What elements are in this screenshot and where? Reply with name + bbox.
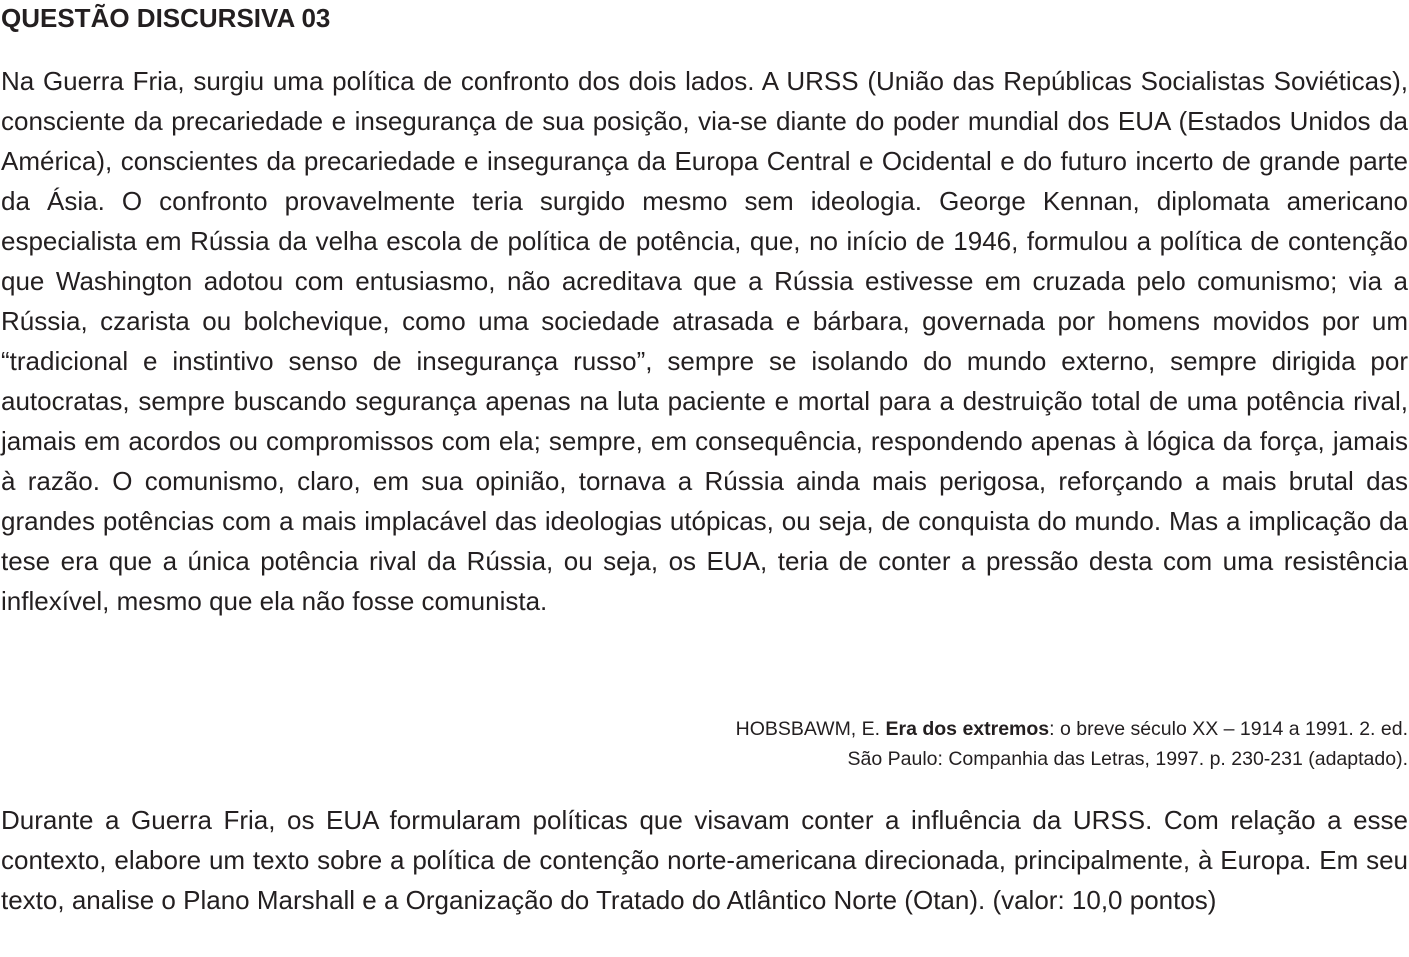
question-title: QUESTÃO DISCURSIVA 03	[1, 3, 331, 33]
reading-passage: Na Guerra Fria, surgiu uma política de confronto dos dois lados. A URSS (União das Repúblicas Socialistas Soviéticas), consciente da precariedade e insegurança de sua posição, via-se diante do poder mundial dos EUA (Estados Unidos da América), conscientes da precariedade e insegurança da Europa Central e Ocidental e do futuro incerto de grande parte da Ásia. O confronto provavelmente teria surgido mesmo sem ideologia. George Kennan, diplomata americano especialista em Rússia da velha escola de política de potência, que, no início de 1946, formulou a política de contenção que Washington adotou com entusiasmo, não acreditava que a Rússia estivesse em cruzada pelo comunismo; via a Rússia, czarista ou bolchevique, como uma sociedade atrasada e bárbara, governada por homens movidos por um “tradicional e instintivo senso de insegurança russo”, sempre se isolando do mundo externo, sempre dirigida por autocratas, sempre buscando segurança apenas na luta paciente e mortal para a destruição total de uma potência rival, jamais em acordos ou compromissos com ela; sempre, em consequência, respondendo apenas à lógica da força, jamais à razão. O comunismo, claro, em sua opinião, tornava a Rússia ainda mais perigosa, reforçando a mais brutal das grandes potências com a mais implacável das ideologias utópicas, ou seja, de conquista do mundo. Mas a implicação da tese era que a única potência rival da Rússia, ou seja, os EUA, teria de conter a pressão desta com uma resistência inflexível, mesmo que ela não fosse comunista.	[1, 66, 1408, 616]
citation-details: : o breve século XX – 1914 a 1991. 2. ed.	[1049, 718, 1408, 740]
source-citation	[736, 714, 1408, 774]
question-prompt: Durante a Guerra Fria, os EUA formularam políticas que visavam conter a influência da URSS. Com relação a esse contexto, elabore um texto sobre a política de contenção norte-americana direcionada, principalmente, à Europa. Em seu texto, analise o Plano Marshall e a Organização do Tratado do Atlântico Norte (Otan). (valor: 10,0 pontos)	[1, 805, 1408, 915]
citation-line-2: São Paulo: Companhia das Letras, 1997. p. 230-231 (adaptado).	[847, 748, 1408, 770]
citation-book-title: Era dos extremos	[885, 718, 1050, 740]
citation-author: HOBSBAWM, E.	[735, 718, 886, 740]
citation-line-1	[736, 714, 1408, 744]
